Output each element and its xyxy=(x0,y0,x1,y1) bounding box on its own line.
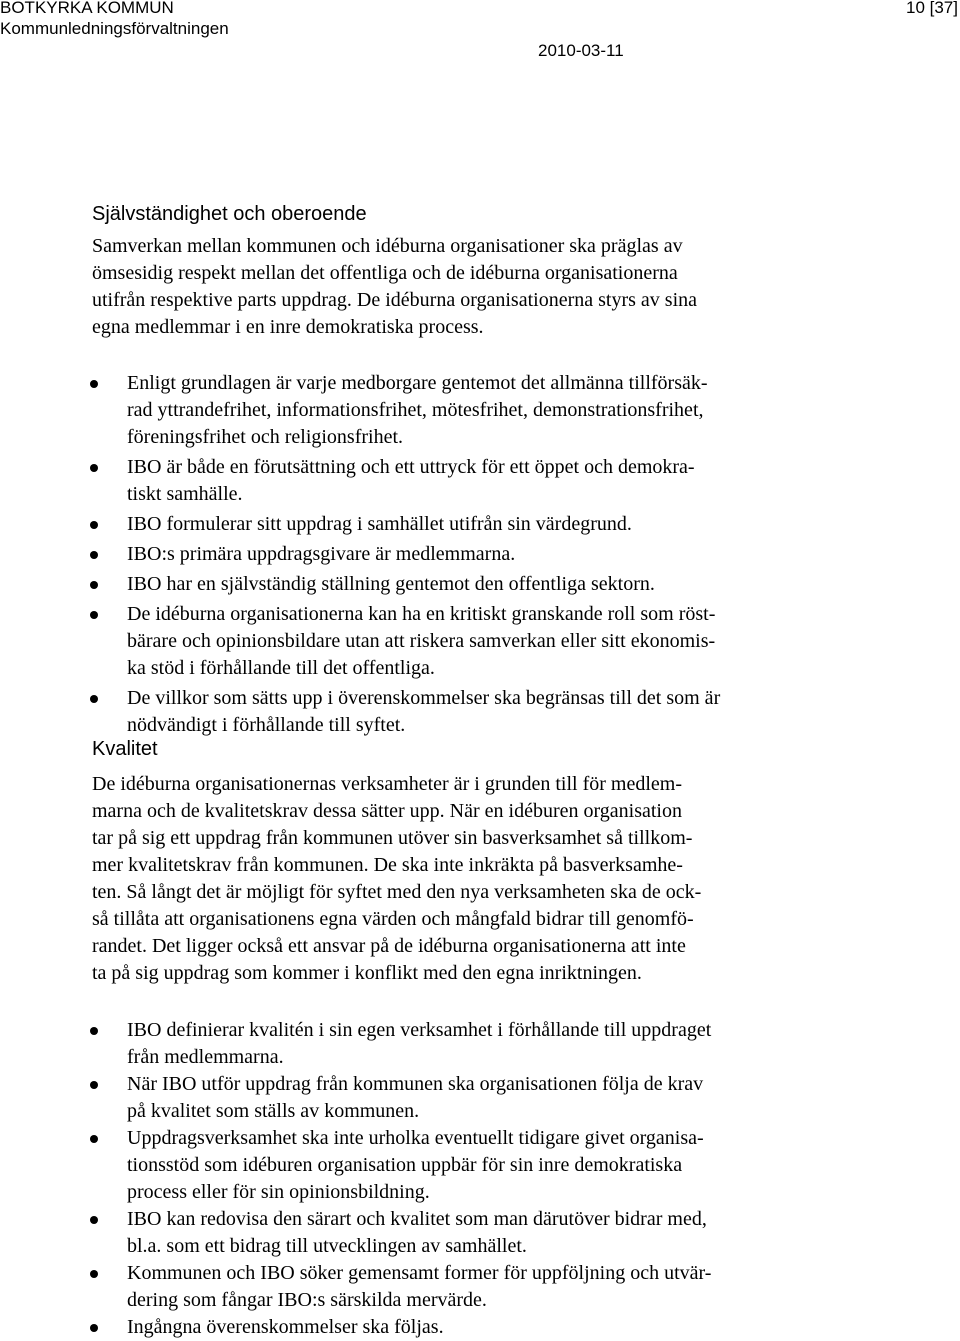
list-item-line: tionsstöd som idéburen organisation uppbär för sin inre demokratiska xyxy=(127,1154,683,1176)
bullet-icon xyxy=(90,464,98,472)
list-item-line: IBO:s primära uppdragsgivare är medlemmarna. xyxy=(127,543,516,565)
section-heading-independence: Självständighet och oberoende xyxy=(92,203,367,225)
section-heading-quality: Kvalitet xyxy=(92,738,158,760)
list-item xyxy=(0,1206,711,1260)
list-item-line: bärare och opinionsbildare utan att riskera samverkan eller sitt ekonomis- xyxy=(127,630,716,652)
organization-name: BOTKYRKA KOMMUN xyxy=(0,0,174,17)
list-item-line: föreningsfrihet och religionsfrihet. xyxy=(127,426,404,448)
bullet-list-quality xyxy=(0,1017,711,1341)
bullet-icon xyxy=(90,1135,98,1143)
list-item-line: De villkor som sätts upp i överenskommelser ska begränsas till det som är xyxy=(127,687,721,709)
list-item-line: från medlemmarna. xyxy=(127,1046,284,1068)
list-item-line: IBO har en självständig ställning gentemot den offentliga sektorn. xyxy=(127,573,655,595)
list-item-line: ka stöd i förhållande till det offentliga. xyxy=(127,657,435,679)
list-item xyxy=(0,511,720,538)
list-item-line: När IBO utför uppdrag från kommunen ska organisationen följa de krav xyxy=(127,1073,704,1095)
bullet-icon xyxy=(90,1270,98,1278)
paragraph-line: egna medlemmar i en inre demokratiska process. xyxy=(92,316,484,338)
bullet-icon xyxy=(90,551,98,559)
paragraph-line: ten. Så långt det är möjligt för syftet med den nya verksamheten ska de ock- xyxy=(92,881,702,903)
bullet-icon xyxy=(90,1027,98,1035)
list-item-line: process eller för sin opinionsbildning. xyxy=(127,1181,430,1203)
list-item-line: bl.a. som ett bidrag till utvecklingen av samhället. xyxy=(127,1235,527,1257)
list-item xyxy=(0,571,720,598)
bullet-icon xyxy=(90,695,98,703)
bullet-icon xyxy=(90,611,98,619)
paragraph-line: utifrån respektive parts uppdrag. De idéburna organisationerna styrs av sina xyxy=(92,289,697,311)
list-item xyxy=(0,1314,711,1341)
paragraph-line: ta på sig uppdrag som kommer i konflikt med den egna inriktningen. xyxy=(92,962,642,984)
list-item xyxy=(0,1017,711,1071)
list-item xyxy=(0,1260,711,1314)
list-item-line: Ingångna överenskommelser ska följas. xyxy=(127,1316,444,1338)
paragraph-line: ömsesidig respekt mellan det offentliga och de idéburna organisationerna xyxy=(92,262,678,284)
bullet-icon xyxy=(90,380,98,388)
list-item xyxy=(0,454,720,508)
list-item-line: Enligt grundlagen är varje medborgare gentemot det allmänna tillförsäk- xyxy=(127,372,708,394)
list-item-line: dering som fångar IBO:s särskilda mervärde. xyxy=(127,1289,487,1311)
paragraph-line: mer kvalitetskrav från kommunen. De ska inte inkräkta på basverksamhe- xyxy=(92,854,683,876)
list-item-line: på kvalitet som ställs av kommunen. xyxy=(127,1100,420,1122)
section-paragraph-independence xyxy=(92,233,697,341)
department-name: Kommunledningsförvaltningen xyxy=(0,19,229,38)
paragraph-line: randet. Det ligger också ett ansvar på de idéburna organisationerna att inte xyxy=(92,935,686,957)
list-item xyxy=(0,1125,711,1206)
paragraph-line: De idéburna organisationernas verksamheter är i grunden till för medlem- xyxy=(92,773,682,795)
list-item-line: IBO kan redovisa den särart och kvalitet som man därutöver bidrar med, xyxy=(127,1208,707,1230)
list-item xyxy=(0,370,720,451)
bullet-icon xyxy=(90,581,98,589)
list-item-line: Kommunen och IBO söker gemensamt former för uppföljning och utvär- xyxy=(127,1262,712,1284)
list-item xyxy=(0,601,720,682)
list-item xyxy=(0,685,720,739)
list-item-line: IBO definierar kvalitén i sin egen verksamhet i förhållande till uppdraget xyxy=(127,1019,712,1041)
bullet-icon xyxy=(90,521,98,529)
bullet-icon xyxy=(90,1216,98,1224)
bullet-list-independence xyxy=(0,370,720,742)
list-item-line: tiskt samhälle. xyxy=(127,483,243,505)
list-item xyxy=(0,541,720,568)
list-item xyxy=(0,1071,711,1125)
paragraph-line: så tillåta att organisationens egna värden och mångfald bidrar till genomfö- xyxy=(92,908,694,930)
bullet-icon xyxy=(90,1081,98,1089)
list-item-line: rad yttrandefrihet, informationsfrihet, mötesfrihet, demonstrationsfrihet, xyxy=(127,399,704,421)
list-item-line: IBO är både en förutsättning och ett uttryck för ett öppet och demokra- xyxy=(127,456,695,478)
section-paragraph-quality xyxy=(92,771,701,987)
list-item-line: nödvändigt i förhållande till syftet. xyxy=(127,714,406,736)
paragraph-line: tar på sig ett uppdrag från kommunen utöver sin basverksamhet så tillkom- xyxy=(92,827,693,849)
list-item-line: Uppdragsverksamhet ska inte urholka eventuellt tidigare givet organisa- xyxy=(127,1127,704,1149)
list-item-line: De idéburna organisationerna kan ha en kritiskt granskande roll som röst- xyxy=(127,603,716,625)
document-date: 2010-03-11 xyxy=(538,41,624,60)
paragraph-line: Samverkan mellan kommunen och idéburna organisationer ska präglas av xyxy=(92,235,683,257)
paragraph-line: marna och de kvalitetskrav dessa sätter upp. När en idéburen organisation xyxy=(92,800,682,822)
list-item-line: IBO formulerar sitt uppdrag i samhället utifrån sin värdegrund. xyxy=(127,513,632,535)
page-number: 10 [37] xyxy=(906,0,958,17)
